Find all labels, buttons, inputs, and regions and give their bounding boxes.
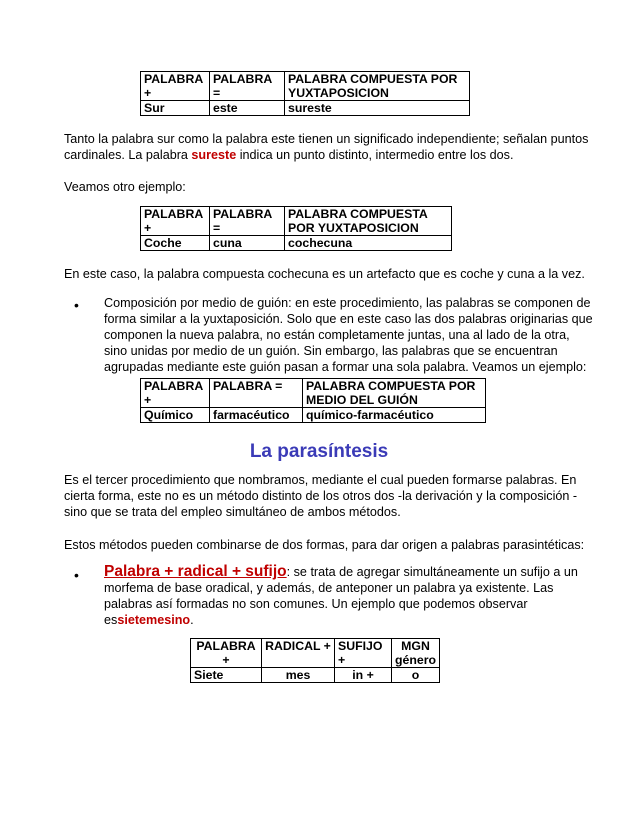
table-header: PALABRA COMPUESTA POR MEDIO DEL GUIÓN [303,379,486,408]
table-header: PALABRA = [210,72,285,101]
table-cell: sureste [285,101,470,116]
table-cell: este [210,101,285,116]
bullet-text: . [190,613,194,627]
paragraph-metodos: Estos métodos pueden combinarse de dos formas, para dar origen a palabras parasintéticas: [64,538,585,552]
table-cell: Siete [191,668,262,683]
table-header: PALABRA COMPUESTA POR YUXTAPOSICION [285,72,470,101]
table-yuxtaposicion-2 [140,206,452,251]
table-header: MGN género [392,639,440,668]
paragraph-text: indica un punto distinto, intermedio entre los dos. [236,148,514,162]
table-composicion-guion [140,378,486,423]
highlight-word: sureste [191,148,237,162]
table-header: PALABRA + [191,639,262,668]
table-cell: mes [262,668,335,683]
paragraph-cochecuna: En este caso, la palabra compuesta cochecuna es un artefacto que es coche y cuna a la vez. [64,267,585,281]
bullet-palabra-radical-sufijo [104,564,596,628]
table-header: PALABRA = [210,207,285,236]
table-cell: o [392,668,440,683]
paragraph-otro-ejemplo: Veamos otro ejemplo: [64,180,186,194]
paragraph-text: Tanto la palabra sur como la palabra este tienen un significado independiente; señalan puntos cardinales. La palabra [64,132,589,162]
table-cell: químico-farmacéutico [303,408,486,423]
bullet-icon: • [74,567,79,583]
table-header: SUFIJO + [335,639,392,668]
table-cell: cuna [210,236,285,251]
table-header: PALABRA + [141,379,210,408]
table-parasintesis [190,638,440,683]
table-cell: cochecuna [285,236,452,251]
table-cell: Sur [141,101,210,116]
table-cell: Coche [141,236,210,251]
bullet-lead: Palabra + radical + sufijo [104,563,287,580]
bullet-text: : se trata de agregar simultáneamente un sufijo a un morfema de base oradical, y además, de anteponer un palabra ya existente. Las palabras así formadas no son comunes. Un ejemplo que podemos observar es [104,565,578,627]
table-cell: farmacéutico [210,408,303,423]
table-header: PALABRA + [141,207,210,236]
table-header: PALABRA = [210,379,303,408]
highlight-word: sietemesino [117,613,191,627]
table-header: PALABRA + [141,72,210,101]
paragraph-parasintesis: Es el tercer procedimiento que nombramos, mediante el cual pueden formarse palabras. En cierta forma, este no es un método distinto de los otros dos -la derivación y la composición - sino que se trata del empleo simultáneo de ambos métodos. [64,473,578,519]
table-cell: Químico [141,408,210,423]
paragraph-sureste [64,131,594,163]
table-header: PALABRA COMPUESTA POR YUXTAPOSICION [285,207,452,236]
table-cell: in + [335,668,392,683]
table-header: RADICAL + [262,639,335,668]
table-yuxtaposicion-1 [140,71,470,116]
section-heading: La parasíntesis [249,441,389,462]
bullet-icon: • [74,297,79,313]
bullet-composicion-guion: Composición por medio de guión: en este procedimiento, las palabras se componen de forma similar a la yuxtaposición. Solo que en este caso las dos palabras originarias que componen la nueva palabra, no están completamente juntas, una al lado de la otra, sino unidas por medio de un guión. Sin embargo, las palabras que se encuentran agrupadas mediante este guión pasan a formar una sola palabra. Veamos un ejemplo: [104,296,593,374]
